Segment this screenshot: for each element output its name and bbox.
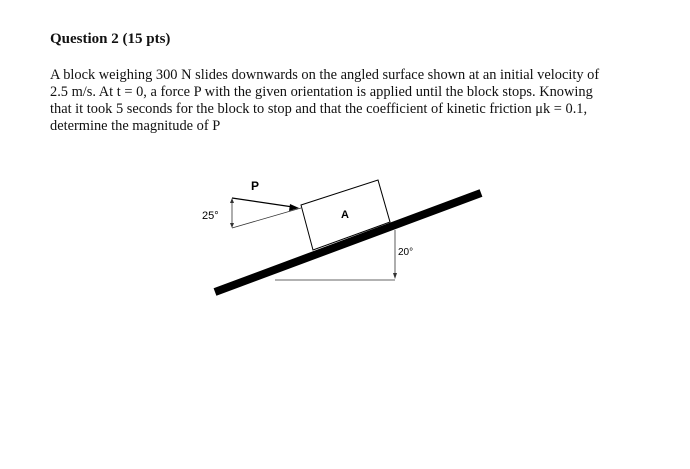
block-label: A: [341, 209, 349, 221]
force-angle-label: 25°: [202, 210, 219, 222]
question-text-line: A block weighing 300 N slides downwards on the angled surface shown at an initial velocity of: [50, 67, 600, 83]
force-angle-reference: [232, 208, 301, 228]
force-label: P: [250, 179, 260, 193]
question-text-line: determine the magnitude of P: [50, 118, 221, 134]
incline-diagram: [195, 172, 495, 302]
incline-angle-arrow: [393, 273, 397, 279]
question-text-line: 2.5 m/s. At t = 0, a force P with the given orientation is applied until the block stops. Knowing: [50, 84, 593, 100]
question-text: [50, 67, 650, 135]
question-text-line: that it took 5 seconds for the block to stop and that the coefficient of kinetic friction μk = 0.1,: [50, 101, 588, 117]
question-title: Question 2 (15 pts): [50, 31, 171, 47]
force-p-arrow: [232, 198, 293, 207]
incline-angle-label: 20°: [398, 247, 414, 258]
